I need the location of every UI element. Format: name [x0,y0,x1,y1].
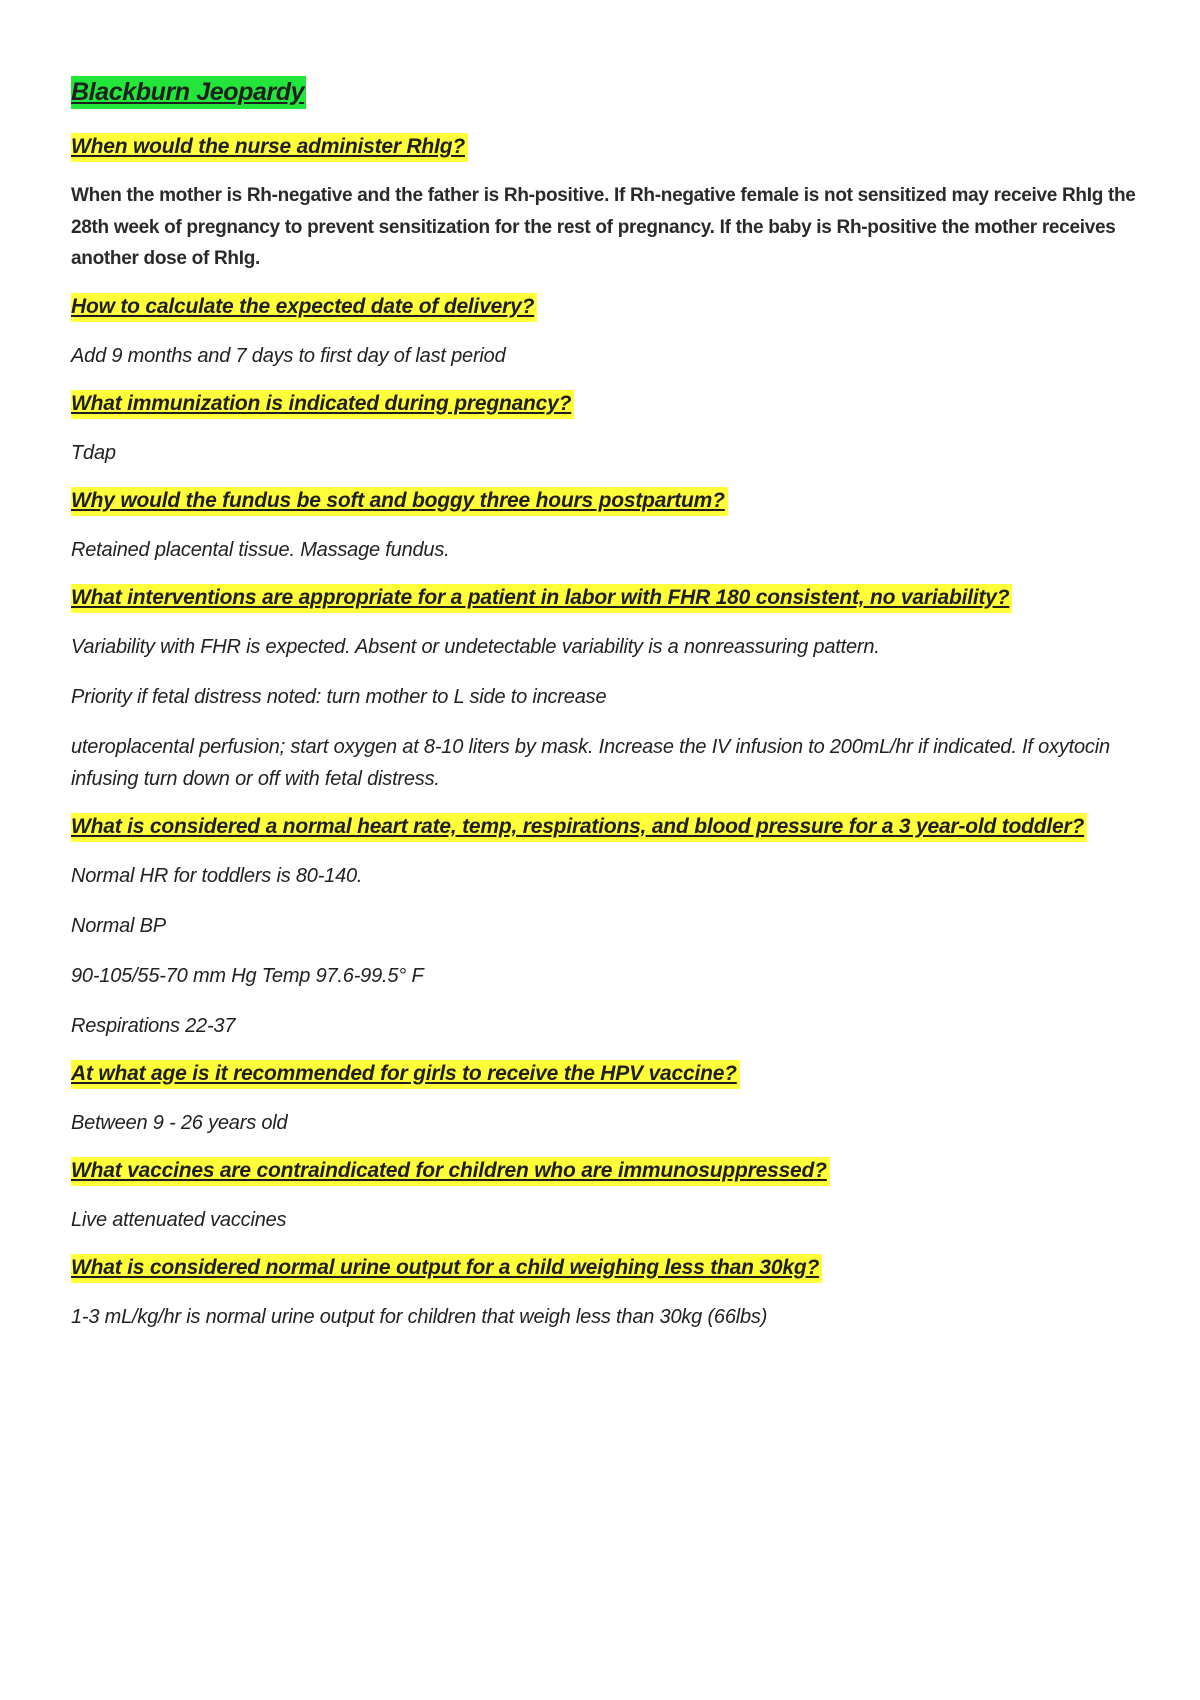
document-content [71,76,1139,1351]
answer-text: Between 9 - 26 years old [71,1111,288,1134]
qa-block [71,584,1139,795]
qa-block [71,1060,1139,1139]
question-heading: What interventions are appropriate for a patient in labor with FHR 180 consistent, no variability? [71,584,1012,613]
qa-block [71,1157,1139,1236]
qa-block [71,813,1139,1042]
answer-text: Variability with FHR is expected. Absent or undetectable variability is a nonreassuring pattern. [71,635,880,658]
answer-text: 1-3 mL/kg/hr is normal urine output for children that weigh less than 30kg (66lbs) [71,1305,768,1328]
question-heading: What vaccines are contraindicated for children who are immunosuppressed? [71,1157,830,1186]
question-heading: What is considered normal urine output for a child weighing less than 30kg? [71,1254,822,1283]
answer-text: Live attenuated vaccines [71,1208,287,1231]
qa-block [71,1254,1139,1333]
question-heading: What is considered a normal heart rate, temp, respirations, and blood pressure for a 3 year-old toddler? [71,813,1087,842]
question-heading: At what age is it recommended for girls to receive the HPV vaccine? [71,1060,740,1089]
answer-text: Add 9 months and 7 days to first day of last period [71,344,506,367]
question-heading: How to calculate the expected date of delivery? [71,293,537,322]
answer-text: 90-105/55-70 mm Hg Temp 97.6-99.5° F [71,964,424,987]
question-heading: Why would the fundus be soft and boggy three hours postpartum? [71,487,728,516]
answer-text: uteroplacental perfusion; start oxygen at 8-10 liters by mask. Increase the IV infusion to 200mL/hr if indicated. If oxytocin infusing turn down or off with fetal distress. [71,735,1110,790]
qa-block [71,390,1139,469]
answer-text: Priority if fetal distress noted: turn mother to L side to increase [71,685,607,708]
answer-text: Respirations 22-37 [71,1014,236,1037]
question-heading: When would the nurse administer RhIg? [71,133,468,162]
document-title: Blackburn Jeopardy [71,76,306,109]
qa-block [71,133,1139,275]
qa-block [71,293,1139,372]
answer-text: Normal BP [71,914,166,937]
qa-block [71,487,1139,566]
answer-text: Tdap [71,441,116,464]
answer-text: Normal HR for toddlers is 80-140. [71,864,363,887]
answer-text: When the mother is Rh-negative and the father is Rh-positive. If Rh-negative female is not sensitized may receive RhIg the 28th week of pregnancy to prevent sensitization for the rest of pregnancy. If the baby is Rh-positive the mother receives another dose of RhIg. [71,185,1136,269]
answer-text: Retained placental tissue. Massage fundus. [71,538,450,561]
question-heading: What immunization is indicated during pregnancy? [71,390,574,419]
